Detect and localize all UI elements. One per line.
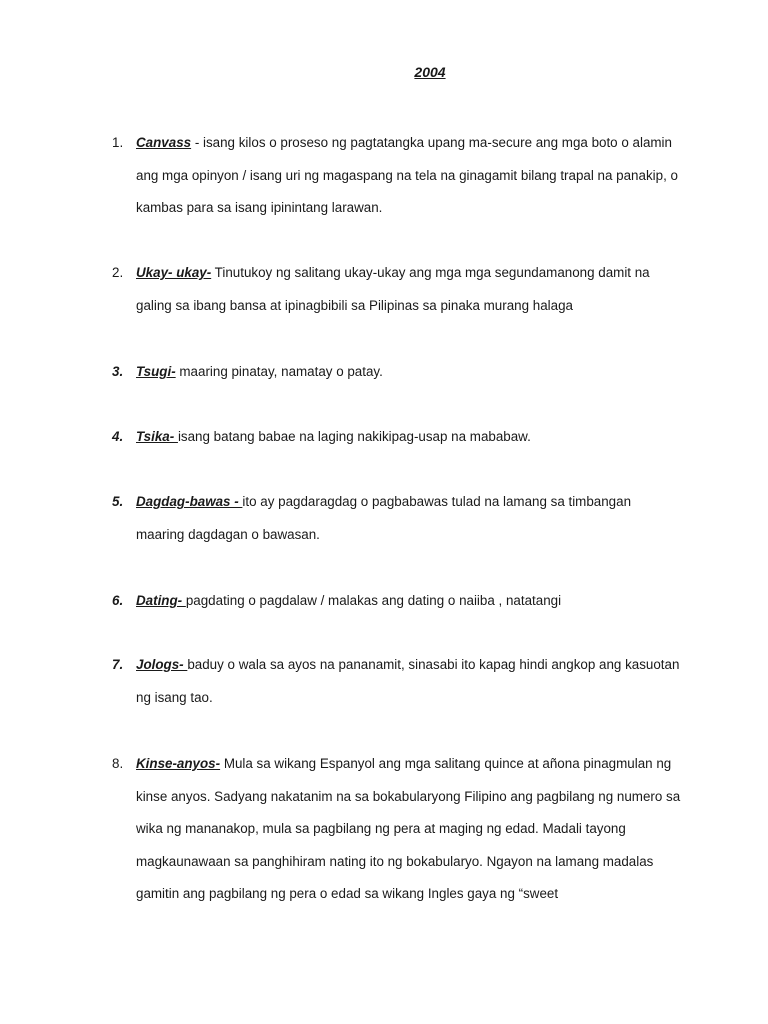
list-item-ukay-ukay bbox=[112, 257, 682, 322]
item-number: 1. bbox=[112, 135, 124, 150]
list-item-kinse-anyos bbox=[112, 748, 682, 911]
item-definition: Tinutukoy ng salitang ukay-ukay ang mga mga segundamanong damit na galing sa ibang bansa at ipinagbibili sa Pilipinas sa pinaka murang halaga bbox=[136, 265, 650, 313]
item-number: 2. bbox=[112, 265, 124, 280]
item-term: Dagdag-bawas - bbox=[136, 494, 243, 509]
list-item-canvass bbox=[112, 127, 682, 225]
item-definition: Mula sa wikang Espanyol ang mga salitang quince at añona pinagmulan ng kinse anyos. Sadyang nakatanim na sa bokabularyong Filipino ang pagbilang ng numero sa wika ng mananakop, mula sa pagbilang ng pera at maging ng edad. Madali tayong magkaunawaan sa panghihiram nating ito ng bokabularyo. Ngayon na lamang madalas gamitin ang pagbilang ng pera o edad sa wikang Ingles gaya ng “sweet bbox=[136, 756, 681, 901]
item-definition: isang batang babae na laging nakikipag-usap na mababaw. bbox=[177, 429, 531, 444]
list-item-jologs bbox=[112, 649, 682, 714]
list-item-dating bbox=[112, 585, 682, 618]
item-number: 3. bbox=[112, 364, 124, 379]
item-term: Tsika- bbox=[136, 429, 178, 444]
item-term: Tsugi- bbox=[136, 364, 176, 379]
item-number: 6. bbox=[112, 593, 124, 608]
item-number: 7. bbox=[112, 657, 124, 672]
item-number: 5. bbox=[112, 494, 124, 509]
item-definition: ito ay pagdaragdag o pagbabawas tulad na lamang sa timbangan maaring dagdagan o bawasan. bbox=[136, 494, 632, 542]
document-title: 2004 bbox=[414, 64, 446, 80]
item-term: Jologs- bbox=[136, 657, 188, 672]
list-item-tsika bbox=[112, 421, 682, 454]
item-definition: pagdating o pagdalaw / malakas ang dating o naiiba , natatangi bbox=[185, 593, 562, 608]
item-definition: maaring pinatay, namatay o patay. bbox=[175, 364, 383, 379]
item-term: Ukay- ukay- bbox=[136, 265, 212, 280]
list-item-tsugi bbox=[112, 356, 682, 389]
list-item-dagdag-bawas bbox=[112, 486, 682, 551]
item-definition: baduy o wala sa ayos na pananamit, sinasabi ito kapag hindi angkop ang kasuotan ng isang tao. bbox=[136, 657, 680, 705]
item-term: Canvass bbox=[136, 135, 192, 150]
item-term: Dating- bbox=[136, 593, 186, 608]
item-definition: - isang kilos o proseso ng pagtatangka upang ma-secure ang mga boto o alamin ang mga opinyon / isang uri ng magaspang na tela na ginagamit bilang trapal na panakip, o kambas para sa isang ipinintang larawan. bbox=[136, 135, 678, 215]
item-number: 4. bbox=[112, 429, 124, 444]
item-term: Kinse-anyos- bbox=[136, 756, 221, 771]
item-number: 8. bbox=[112, 756, 124, 771]
